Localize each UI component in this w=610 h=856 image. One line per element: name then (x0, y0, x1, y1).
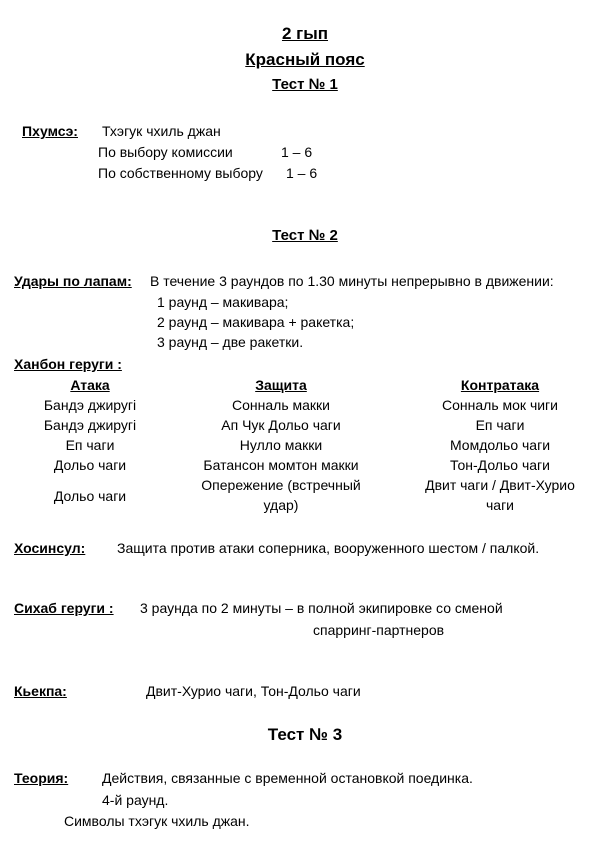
sihab-text-continued: спарринг-партнеров (313, 622, 445, 638)
attack-item: Дольо чаги (53, 457, 127, 473)
rank-title: 2 гып (281, 24, 329, 43)
defense-item: удар) (263, 497, 299, 513)
theory-line: Символы тхэгук чхиль джан. (64, 813, 250, 829)
test3-title: Тест № 3 (267, 725, 343, 744)
kekpa-label: Кьекпа: (14, 683, 67, 699)
belt-title: Красный пояс (245, 50, 365, 69)
attack-item: Бандэ джиругi (43, 397, 137, 413)
round-line: 1 раунд – макивара; (157, 294, 289, 310)
theory-label: Теория: (14, 770, 69, 786)
test2-title: Тест № 2 (272, 227, 338, 244)
counter-item: Сонналь мок чиги (442, 397, 558, 413)
hanbon-label: Ханбон геруги : (14, 356, 122, 372)
poomsae-commission-choice: По выбору комиссии (98, 144, 233, 160)
counter-column (405, 375, 595, 515)
poomsae-commission-range: 1 – 6 (281, 144, 313, 160)
sihab-text: 3 раунда по 2 минуты – в полной экипировке со сменой (140, 600, 503, 616)
counter-item: Еп чаги (475, 417, 525, 433)
attack-item: Дольо чаги (53, 488, 127, 504)
defense-item: Нулло макки (239, 437, 323, 453)
sihab-label: Сихаб геруги : (14, 600, 114, 616)
pad-strikes-label: Удары по лапам: (14, 273, 132, 289)
pad-strikes-text: В течение 3 раундов по 1.30 минуты непрерывно в движении: (150, 273, 554, 289)
poomsae-form: Тхэгук чхиль джан (102, 123, 221, 139)
test1-title: Тест № 1 (272, 76, 338, 93)
round-line: 3 раунд – две ракетки. (157, 334, 304, 350)
kekpa-text: Двит-Хурио чаги, Тон-Дольо чаги (146, 683, 361, 699)
poomsae-own-range: 1 – 6 (286, 165, 318, 181)
counter-item: Момдольо чаги (449, 437, 551, 453)
defense-item: Ап Чук Дольо чаги (221, 417, 341, 433)
counter-header: Контратака (460, 377, 540, 393)
defense-item: Сонналь макки (232, 397, 330, 413)
attack-header: Атака (70, 377, 110, 393)
defense-header: Защита (255, 377, 307, 393)
counter-item: Тон-Дольо чаги (450, 457, 550, 473)
attack-item: Бандэ джиругi (43, 417, 137, 433)
poomsae-own-choice: По собственному выбору (98, 165, 263, 181)
defense-item: Опережение (встречный (201, 477, 361, 493)
counter-item: чаги (485, 497, 514, 513)
hosinsul-text: Защита против атаки соперника, вооруженного шестом / палкой. (117, 540, 540, 556)
poomsae-label: Пхумсэ: (22, 123, 78, 139)
theory-line: 4-й раунд. (102, 792, 169, 808)
counter-item: Двит чаги / Двит-Хурио (425, 477, 575, 493)
defense-item: Батансон момтон макки (203, 457, 359, 473)
theory-line: Действия, связанные с временной остановкой поединка. (102, 770, 473, 786)
defense-column (185, 375, 377, 515)
attack-column (20, 375, 160, 506)
round-line: 2 раунд – макивара + ракетка; (157, 314, 355, 330)
attack-item: Еп чаги (65, 437, 115, 453)
hosinsul-label: Хосинсул: (14, 540, 86, 556)
